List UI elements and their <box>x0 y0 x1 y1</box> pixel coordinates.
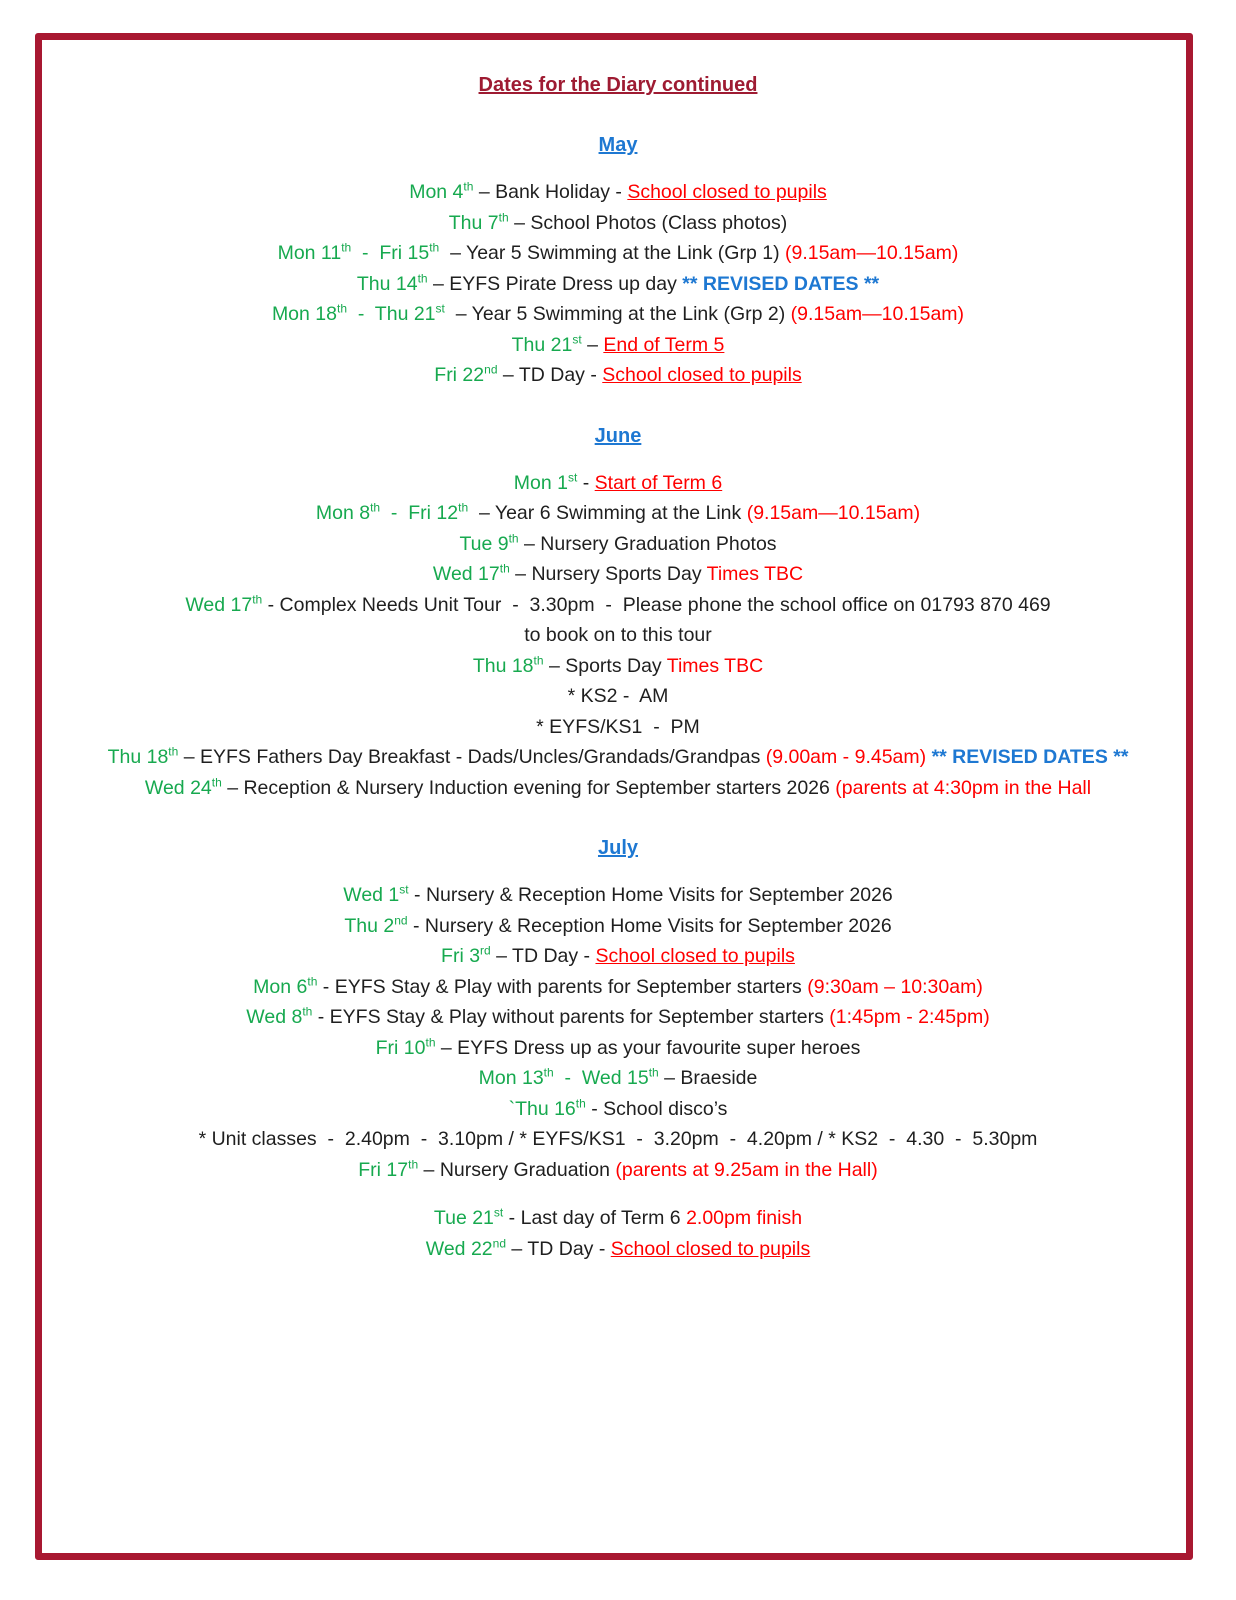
text-segment: – Nursery Sports Day <box>509 563 707 585</box>
event-line <box>52 299 1184 330</box>
text-segment: – Braeside <box>658 1067 758 1089</box>
text-segment: Thu 2 <box>344 914 395 937</box>
ordinal-suffix: th <box>498 210 509 224</box>
ordinal-suffix: th <box>499 561 510 576</box>
text-segment: Tue 9 <box>459 532 509 555</box>
text-segment: – Year 6 Swimming at the Link <box>468 502 747 524</box>
event-line <box>52 1203 1184 1234</box>
text-segment: Thu 14 <box>356 272 418 295</box>
event-line <box>52 712 1184 743</box>
ordinal-suffix: th <box>648 1065 659 1080</box>
event-line <box>52 269 1184 300</box>
event-line <box>52 529 1184 560</box>
text-segment: Wed 24 <box>144 776 212 799</box>
text-segment: - Fri 12 <box>380 502 459 524</box>
text-segment: Wed 8 <box>246 1006 303 1028</box>
text-segment: - EYFS Stay & Play with parents for September starters <box>317 975 808 998</box>
ordinal-suffix: th <box>302 1004 313 1019</box>
text-segment: – EYFS Pirate Dress up day <box>427 272 683 295</box>
text-segment: (1:45pm - 2:45pm) <box>829 1006 990 1028</box>
underlined-note: School closed to pupils <box>610 1237 811 1260</box>
ordinal-suffix: th <box>425 1035 436 1049</box>
ordinal-suffix: th <box>211 775 222 789</box>
underlined-note: End of Term 5 <box>603 333 725 356</box>
event-line <box>52 681 1184 712</box>
underlined-note: School closed to pupils <box>595 945 795 967</box>
ordinal-suffix: th <box>252 592 263 606</box>
text-segment: (parents at 4:30pm in the Hall <box>835 776 1092 799</box>
event-line <box>52 1063 1184 1094</box>
ordinal-suffix: st <box>435 301 445 316</box>
text-segment: (9.15am—10.15am) <box>746 502 921 524</box>
text-segment: `Thu 16 <box>508 1097 576 1120</box>
text-segment: Mon 1 <box>513 471 568 494</box>
ordinal-suffix: th <box>307 974 318 988</box>
ordinal-suffix: th <box>458 500 469 515</box>
text-segment: – Year 5 Swimming at the Link (Grp 2) <box>444 303 791 325</box>
event-line <box>52 911 1184 942</box>
text-segment: - Complex Needs Unit Tour - 3.30pm - Please phone the school office on 01793 870 469 <box>262 593 1051 616</box>
ordinal-suffix: th <box>408 1157 419 1171</box>
text-segment: - Fri 15 <box>351 242 430 264</box>
ordinal-suffix: th <box>463 179 474 194</box>
text-segment: – <box>581 333 604 356</box>
text-segment: Times TBC <box>666 654 764 677</box>
text-segment: * KS2 - AM <box>567 685 669 707</box>
text-segment: Mon 8 <box>315 502 371 524</box>
text-segment: - School disco’s <box>585 1097 728 1120</box>
ordinal-suffix: st <box>399 882 409 897</box>
text-segment: – Sports Day <box>543 654 667 677</box>
text-segment: (9.00am - 9.45am) <box>765 746 932 768</box>
text-segment: Wed 1 <box>343 884 400 906</box>
text-segment: – Nursery Graduation <box>418 1158 616 1181</box>
event-line <box>52 177 1184 208</box>
text-segment: – EYFS Fathers Day Breakfast - Dads/Uncles/Grandads/Grandpas <box>178 746 766 768</box>
event-line <box>52 208 1184 239</box>
event-line <box>52 773 1184 804</box>
text-segment: – TD Day - <box>497 364 603 386</box>
text-segment: - Thu 21 <box>347 303 436 325</box>
ordinal-suffix: th <box>417 271 428 285</box>
text-segment: ** REVISED DATES ** <box>931 746 1129 768</box>
ordinal-suffix: st <box>572 332 582 346</box>
text-segment: (9.15am—10.15am) <box>790 303 965 325</box>
event-line <box>52 1155 1184 1186</box>
ordinal-suffix: rd <box>480 943 491 958</box>
text-segment: Wed 22 <box>425 1237 493 1260</box>
event-line <box>52 498 1184 529</box>
ordinal-suffix: nd <box>492 1236 506 1250</box>
underlined-note: School closed to pupils <box>627 181 827 203</box>
text-segment: * Unit classes - 2.40pm - 3.10pm / * EYFS/KS1 - 3.20pm - 4.20pm / * KS2 - 4.30 - 5.30pm <box>198 1128 1038 1150</box>
event-line <box>52 742 1184 773</box>
event-line <box>52 330 1184 361</box>
text-segment: – Nursery Graduation Photos <box>518 532 777 555</box>
text-segment: Fri 3 <box>441 945 481 967</box>
text-segment: Mon 18 <box>271 303 337 325</box>
text-segment: to book on to this tour <box>524 624 712 646</box>
text-segment: - EYFS Stay & Play without parents for September starters <box>312 1006 830 1028</box>
text-segment: – TD Day - <box>490 945 596 967</box>
text-segment: – Reception & Nursery Induction evening for September starters 2026 <box>221 776 836 799</box>
text-segment: Thu 7 <box>448 211 499 234</box>
page-title: Dates for the Diary continued <box>478 74 758 96</box>
text-segment: Mon 11 <box>277 242 342 264</box>
event-line <box>52 1002 1184 1033</box>
text-segment: Wed 17 <box>185 593 253 616</box>
ordinal-suffix: th <box>543 1065 554 1080</box>
event-line <box>52 360 1184 391</box>
text-segment: ** REVISED DATES ** <box>682 272 880 295</box>
event-line <box>52 972 1184 1003</box>
text-segment: - Nursery & Reception Home Visits for September 2026 <box>407 914 892 937</box>
underlined-note: School closed to pupils <box>602 364 802 386</box>
text-segment: – School Photos (Class photos) <box>508 211 788 234</box>
ordinal-suffix: th <box>533 653 544 667</box>
text-segment: Wed 17 <box>432 563 500 585</box>
text-segment: Thu 18 <box>472 654 534 677</box>
text-segment: Tue 21 <box>433 1207 494 1229</box>
ordinal-suffix: th <box>168 744 179 759</box>
month-heading-june: June <box>594 424 642 447</box>
newsletter-page <box>52 40 1184 1264</box>
text-segment: Times TBC <box>706 563 804 585</box>
text-segment: Thu 18 <box>107 746 169 768</box>
text-segment: - <box>577 471 595 494</box>
underlined-note: Start of Term 6 <box>594 471 723 494</box>
ordinal-suffix: th <box>336 301 347 316</box>
text-segment: Fri 22 <box>434 364 485 386</box>
text-segment: Fri 17 <box>358 1158 409 1181</box>
event-line <box>52 1124 1184 1155</box>
month-heading-july: July <box>597 837 639 859</box>
ordinal-suffix: th <box>341 240 352 255</box>
text-segment: Mon 13 <box>478 1067 544 1089</box>
ordinal-suffix: nd <box>394 913 408 927</box>
event-line <box>52 468 1184 499</box>
month-heading-may: May <box>598 134 638 156</box>
text-segment: (9:30am – 10:30am) <box>807 975 983 998</box>
text-segment: * EYFS/KS1 - PM <box>536 715 700 738</box>
ordinal-suffix: st <box>493 1205 504 1220</box>
text-segment: – Year 5 Swimming at the Link (Grp 1) <box>439 242 785 264</box>
event-line <box>52 238 1184 269</box>
text-segment: Fri 10 <box>375 1036 426 1059</box>
event-line <box>52 1234 1184 1265</box>
text-segment: - Last day of Term 6 <box>503 1207 687 1229</box>
text-segment: - Nursery & Reception Home Visits for September 2026 <box>408 884 893 906</box>
event-line <box>52 651 1184 682</box>
event-line <box>52 880 1184 911</box>
text-segment: Mon 6 <box>253 975 308 998</box>
ordinal-suffix: st <box>567 470 578 484</box>
event-line <box>52 1033 1184 1064</box>
event-line <box>52 941 1184 972</box>
text-segment: (parents at 9.25am in the Hall) <box>615 1158 878 1181</box>
text-segment: – EYFS Dress up as your favourite super heroes <box>435 1036 861 1059</box>
text-segment: 2.00pm finish <box>686 1207 803 1229</box>
event-line <box>52 590 1184 621</box>
ordinal-suffix: th <box>370 500 381 515</box>
text-segment: - Wed 15 <box>553 1067 649 1089</box>
ordinal-suffix: nd <box>484 362 498 377</box>
event-line <box>52 559 1184 590</box>
text-segment: – Bank Holiday - <box>473 181 628 203</box>
text-segment: (9.15am—10.15am) <box>784 242 959 264</box>
text-segment: Thu 21 <box>511 333 573 356</box>
event-line <box>52 620 1184 651</box>
diary-sections <box>52 130 1184 1264</box>
ordinal-suffix: th <box>429 240 440 255</box>
ordinal-suffix: th <box>575 1096 586 1110</box>
event-line <box>52 1094 1184 1125</box>
text-segment: Mon 4 <box>409 181 464 203</box>
text-segment: – TD Day - <box>506 1237 611 1260</box>
ordinal-suffix: th <box>508 531 519 545</box>
